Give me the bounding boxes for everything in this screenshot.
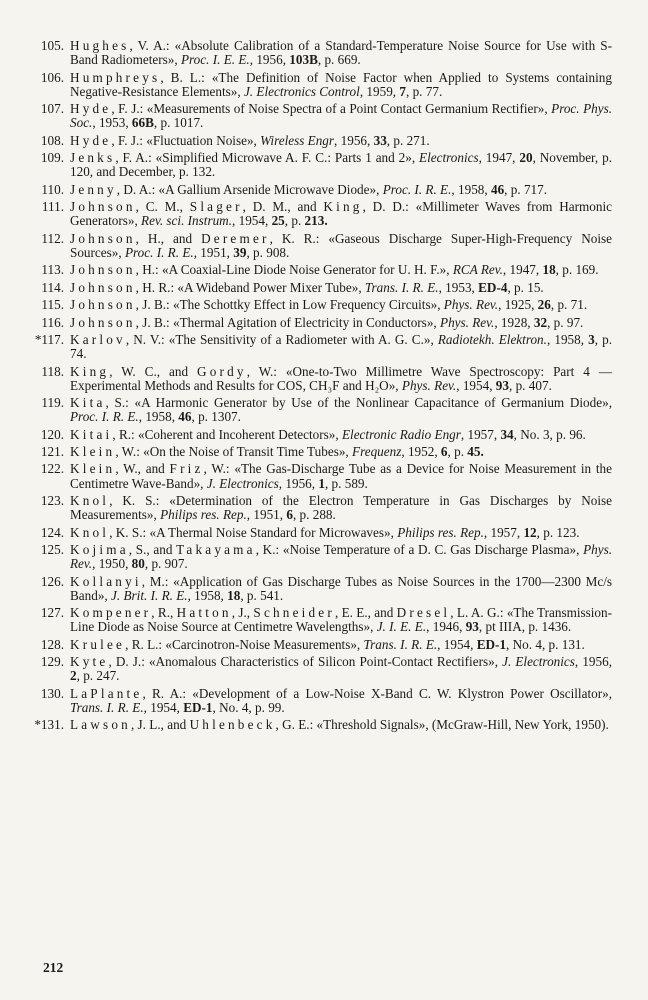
reference-segment: , N. V.: «The Sensitivity of a Radiometer with A. G. C.», <box>125 331 438 347</box>
reference-segment: , H.: «A Coaxial-Line Diode Noise Generator for U. H. F.», <box>135 262 453 278</box>
reference-segment: , J., <box>231 605 254 621</box>
reference-segment: , November, p. 120, and December, p. 132. <box>70 150 613 180</box>
reference-entry <box>22 638 612 652</box>
reference-segment: , K. S.: «Determination of the Electron Temperature in Gas Discharges by Noise Measurements», <box>70 493 612 523</box>
author-name: Kitai <box>70 426 113 442</box>
reference-segment: , F. J.: «Measurements of Noise Spectra of a Point Contact Germanium Rectifier», <box>111 101 552 117</box>
reference-segment: , 1925, <box>498 297 538 313</box>
reference-entry <box>22 462 612 490</box>
journal-title: Philips res. Rep. <box>160 507 247 523</box>
reference-number: 116. <box>41 314 64 330</box>
reference-number: 110. <box>41 181 64 197</box>
reference-text <box>70 200 612 228</box>
journal-title: Phys. Rev. <box>443 297 499 313</box>
reference-segment: , 1954, <box>456 377 496 393</box>
reference-number: 125. <box>40 542 64 558</box>
reference-segment: , 1958, <box>187 587 228 603</box>
reference-segment: , 1952, <box>401 444 441 460</box>
reference-text <box>70 606 612 634</box>
journal-title: J. Electronics Control <box>243 83 360 99</box>
author-name: Knol <box>70 493 110 509</box>
reference-text <box>70 575 612 603</box>
reference-text <box>70 494 612 522</box>
volume-number: 93 <box>495 377 509 393</box>
author-name: Takayama <box>176 542 256 558</box>
volume-number: 32 <box>533 314 548 330</box>
author-name: Johnson <box>70 279 136 295</box>
volume-number: ED-4 <box>478 279 508 295</box>
journal-title: Proc. Phys. Soc. <box>70 101 612 131</box>
reference-segment: , 1950, <box>92 556 132 572</box>
reference-segment: , p. 271. <box>386 132 430 148</box>
reference-entry <box>22 39 612 67</box>
reference-segment: , p. <box>447 444 468 460</box>
reference-entry <box>22 134 612 148</box>
reference-text <box>70 655 612 683</box>
journal-title: Phys. Rev. <box>401 377 457 393</box>
author-name: LaPlante <box>70 685 143 701</box>
volume-number: 39 <box>233 244 247 260</box>
reference-segment: , 1951, <box>193 244 234 260</box>
reference-text <box>70 102 612 130</box>
reference-segment: , 1959, <box>359 83 400 99</box>
reference-segment: , K.: «Noise Temperature of a D. C. Gas Discharge Plasma», <box>255 542 584 558</box>
author-name: Klein <box>70 444 116 460</box>
reference-text <box>70 445 612 459</box>
reference-segment: , B. L.: «The Definition of Noise Factor when Applied to Systems containing Negative-Resistance Elements», <box>70 69 612 99</box>
reference-segment: , 1954, <box>143 700 184 716</box>
journal-title: Trans. I. R. E. <box>364 279 439 295</box>
reference-segment: , J. L., and <box>130 717 190 733</box>
reference-text <box>70 232 612 260</box>
reference-entry <box>22 543 612 571</box>
reference-entry <box>22 526 612 540</box>
reference-entry <box>22 281 612 295</box>
reference-segment: , 1947, <box>502 262 543 278</box>
reference-segment: , H. R.: «A Wideband Power Mixer Tube», <box>135 279 365 295</box>
author-name: Hyde <box>70 132 112 148</box>
reference-segment: , p. 97. <box>547 314 584 330</box>
reference-segment: , 1946, <box>426 619 466 635</box>
volume-number: 1 <box>318 475 325 491</box>
reference-number: 121. <box>40 444 64 460</box>
reference-segment: , W. C., and <box>109 363 198 379</box>
author-name: Johnson <box>70 314 136 330</box>
volume-number: 12 <box>523 524 537 540</box>
reference-segment: , p. 1017. <box>153 115 204 131</box>
volume-number: 93 <box>465 619 479 635</box>
author-name: Johnson <box>70 230 136 246</box>
reference-segment: , W.: «One-to-Two Millimetre Wave Spectroscopy: Part 4 — Experimental Methods and Results for COS, CH₃F and H₂O», <box>70 363 613 393</box>
volume-number: 66B <box>131 115 154 131</box>
journal-title: Trans. I. R. E. <box>70 700 144 716</box>
reference-text <box>70 718 612 732</box>
reference-number: 114. <box>41 279 64 295</box>
volume-number: 46 <box>490 181 505 197</box>
author-name: Knol <box>70 524 110 540</box>
reference-entry <box>22 396 612 424</box>
author-name: Schneider <box>253 605 335 621</box>
reference-segment: , 1953, <box>438 279 479 295</box>
reference-segment: , 1958, <box>451 181 491 197</box>
author-name: Hughes <box>70 38 130 53</box>
volume-number: ED-1 <box>183 700 213 716</box>
reference-segment: , L. A. G.: «The Transmission-Line Diode as Noise Source at Centimetre Wavelengths», <box>70 605 613 635</box>
volume-number: 33 <box>373 132 387 148</box>
reference-text <box>70 543 612 571</box>
journal-title: Electronics <box>419 150 479 166</box>
volume-number: 2 <box>70 668 77 684</box>
reference-entry <box>22 183 612 197</box>
author-name: Johnson <box>70 262 136 278</box>
reference-entry <box>22 316 612 330</box>
reference-text <box>70 638 612 652</box>
reference-number: 118. <box>41 363 64 379</box>
reference-segment: , p. 589. <box>324 475 368 491</box>
journal-title: Frequenz <box>352 444 402 460</box>
reference-entry <box>22 200 612 228</box>
author-name: Jenny <box>70 181 117 197</box>
author-name: Hyde <box>70 101 112 117</box>
reference-segment: , p. 169. <box>555 262 599 278</box>
journal-title: J. I. E. E. <box>376 619 427 635</box>
journal-title: Wireless Engr <box>260 132 335 148</box>
reference-segment: , F. A.: «Simplified Microwave A. F. C.: Parts 1 and 2», <box>115 150 420 166</box>
reference-segment: , K. R.: «Gaseous Discharge Super-High-Frequency Noise Sources», <box>70 230 612 260</box>
reference-segment: , 1956, <box>278 475 319 491</box>
reference-segment: , p. 717. <box>504 181 548 197</box>
journal-title: Proc. I. R. E. <box>70 409 139 425</box>
reference-segment: , p. 541. <box>240 587 284 603</box>
reference-number: 109. <box>40 150 64 166</box>
author-name: Slager <box>189 199 243 215</box>
author-name: Humphreys <box>70 69 161 85</box>
reference-text <box>70 396 612 424</box>
reference-segment: , p. <box>284 213 305 229</box>
reference-segment: , No. 3, p. 96. <box>513 426 586 442</box>
author-name: Klein <box>70 461 116 477</box>
reference-text <box>70 263 612 277</box>
reference-number: *117. <box>34 331 64 347</box>
reference-text <box>70 151 612 179</box>
volume-number: 7 <box>399 83 406 99</box>
journal-title: J. Electronics <box>502 654 575 670</box>
reference-segment: , W.: «On the Noise of Transit Time Tubes», <box>115 444 353 460</box>
reference-segment: , p. 71. <box>550 297 588 313</box>
reference-segment: , E. E., and <box>334 605 397 621</box>
author-name: Krulee <box>70 636 126 652</box>
reference-segment: , pt IIIA, p. 1436. <box>478 619 572 635</box>
reference-number: 124. <box>40 524 64 540</box>
reference-segment: , R. L.: «Carcinotron-Noise Measurements», <box>125 636 364 652</box>
reference-segment: , J. B.: «Thermal Agitation of Electricity in Conductors», <box>135 314 441 330</box>
journal-title: Proc. I. R. E. <box>124 244 194 260</box>
journal-title: Radiotekh. Elektron. <box>437 331 547 347</box>
author-name: Kompener <box>70 605 152 621</box>
reference-entry <box>22 606 612 634</box>
journal-title: J. Brit. I. R. E. <box>111 587 188 603</box>
reference-text <box>70 134 612 148</box>
volume-number: 26 <box>537 297 551 313</box>
reference-segment: , p. 15. <box>507 279 544 295</box>
reference-segment: , 1956, <box>249 52 290 68</box>
reference-text <box>70 183 612 197</box>
reference-text <box>70 71 612 99</box>
reference-entry <box>22 718 612 732</box>
journal-title: Proc. I. R. E. <box>382 181 452 197</box>
reference-segment: , W.: «The Gas-Discharge Tube as a Device for Noise Measurement in the Centimetre Wave-Band», <box>70 461 613 491</box>
author-name: Kollanyi <box>70 573 142 589</box>
reference-entry <box>22 298 612 312</box>
reference-segment: , 1954, <box>232 213 272 229</box>
volume-number: 34 <box>500 426 514 442</box>
reference-entry <box>22 102 612 130</box>
reference-segment: , p. 907. <box>144 556 188 572</box>
reference-segment: , 1953, <box>92 115 132 131</box>
reference-segment: , S., and <box>128 542 177 558</box>
reference-text <box>70 298 612 312</box>
reference-segment: , S.: «A Harmonic Generator by Use of the Nonlinear Capacitance of Germanium Diode», <box>105 395 612 411</box>
reference-number: 122. <box>40 461 64 477</box>
author-name: Deremer <box>201 230 270 246</box>
reference-number: 129. <box>40 654 64 670</box>
author-name: Kyte <box>70 654 109 670</box>
reference-segment: , p. 407. <box>508 377 552 393</box>
journal-title: Proc. I. E. E. <box>180 52 250 68</box>
reference-number: 126. <box>40 573 64 589</box>
author-name: Johnson <box>70 297 136 313</box>
reference-segment: , p. 74. <box>70 331 613 362</box>
reference-segment: , p. 247. <box>76 668 120 684</box>
author-name: King <box>70 363 110 379</box>
volume-number: 18 <box>542 262 556 278</box>
reference-segment: , 1954, <box>437 636 477 652</box>
reference-entry <box>22 445 612 459</box>
reference-segment: , C. M., <box>135 199 190 215</box>
author-name: Friz <box>169 461 204 477</box>
reference-number: 123. <box>40 493 64 509</box>
reference-segment: , 1928, <box>494 314 534 330</box>
reference-segment: , H., and <box>135 230 202 246</box>
volume-number: ED-1 <box>476 636 507 652</box>
reference-segment: , p. 123. <box>536 524 580 540</box>
journal-title: Electronic Radio Engr <box>341 426 461 442</box>
volume-number: 213. <box>304 213 328 229</box>
volume-number: 80 <box>131 556 145 572</box>
reference-entry <box>22 494 612 522</box>
reference-segment: , W., and <box>115 461 170 477</box>
reference-segment: , p. 1307. <box>191 409 241 425</box>
volume-number: 46 <box>178 409 192 425</box>
reference-entry <box>22 263 612 277</box>
reference-text <box>70 333 612 361</box>
reference-list <box>22 39 612 736</box>
author-name: Uhlenbeck <box>189 717 276 733</box>
reference-number: 119. <box>41 395 64 411</box>
reference-entry <box>22 71 612 99</box>
reference-text <box>70 281 612 295</box>
reference-segment: , p. 77. <box>405 83 443 99</box>
reference-segment: , K. S.: «A Thermal Noise Standard for Microwaves», <box>109 524 398 540</box>
reference-segment: , p. 669. <box>317 52 361 68</box>
reference-segment: , No. 4, p. 99. <box>212 700 285 716</box>
reference-segment: , D. D.: «Millimeter Waves from Harmonic Generators», <box>70 199 612 229</box>
reference-segment: , 1956, <box>334 132 374 148</box>
volume-number: 18 <box>227 587 241 603</box>
reference-segment: , No. 4, p. 131. <box>506 636 585 652</box>
journal-title: Phys. Rev. <box>440 314 495 330</box>
reference-segment: , R. A.: «Development of a Low-Noise X-Band C. W. Klystron Power Oscillator», <box>142 685 612 701</box>
author-name: Johnson <box>70 199 136 215</box>
reference-number: 120. <box>40 426 64 442</box>
volume-number: 103B <box>289 52 318 68</box>
author-name: Kita <box>70 395 106 411</box>
reference-text <box>70 462 612 490</box>
reference-text <box>70 365 612 393</box>
author-name: Dresel <box>396 605 451 621</box>
author-name: King <box>323 199 363 215</box>
volume-number: 20 <box>519 150 533 166</box>
reference-entry <box>22 575 612 603</box>
reference-segment: , 1958, <box>138 409 179 425</box>
reference-number: 127. <box>40 605 64 621</box>
reference-segment: , J. B.: «The Schottky Effect in Low Frequency Circuits», <box>135 297 444 313</box>
reference-segment: , p. 908. <box>246 244 290 260</box>
author-name: Hatton <box>176 605 232 621</box>
reference-entry <box>22 365 612 393</box>
reference-number: 113. <box>41 262 64 278</box>
journal-title: Philips res. Rep. <box>397 524 484 540</box>
journal-title: RCA Rev. <box>452 262 503 278</box>
reference-segment: , 1957, <box>483 524 524 540</box>
reference-segment: , 1957, <box>460 426 501 442</box>
reference-entry <box>22 687 612 715</box>
volume-number: 6 <box>286 507 293 523</box>
volume-number: 45. <box>467 444 484 460</box>
reference-entry <box>22 333 612 361</box>
reference-number: 112. <box>41 230 64 246</box>
reference-segment: , V. A.: «Absolute Calibration of a Standard-Temperature Noise Source for Use with S-Band Radiometers», <box>70 38 612 68</box>
reference-number: 107. <box>40 101 64 117</box>
reference-segment: , 1958, <box>546 331 589 347</box>
reference-entry <box>22 151 612 179</box>
reference-segment: , 1956, <box>574 654 612 670</box>
reference-entry <box>22 232 612 260</box>
reference-number: *131. <box>34 717 64 733</box>
reference-number: 106. <box>40 69 64 85</box>
author-name: Karlov <box>70 331 126 347</box>
reference-text <box>70 39 612 67</box>
reference-number: 130. <box>40 685 64 701</box>
reference-number: 115. <box>41 297 64 313</box>
reference-segment: , R.: «Coherent and Incoherent Detectors», <box>112 426 342 442</box>
reference-segment: , 1947, <box>478 150 520 166</box>
reference-segment: , D. J.: «Anomalous Characteristics of Silicon Point-Contact Rectifiers», <box>108 654 503 670</box>
reference-text <box>70 687 612 715</box>
reference-segment: , D. M., and <box>242 199 324 215</box>
volume-number: 25 <box>271 213 285 229</box>
reference-entry <box>22 428 612 442</box>
journal-title: Phys. Rev. <box>70 542 612 572</box>
reference-text <box>70 526 612 540</box>
reference-segment: , M.: «Application of Gas Discharge Tubes as Noise Sources in the 1700—2300 Mc/s Band», <box>70 573 612 603</box>
author-name: Lawson <box>70 717 131 733</box>
author-name: Jenks <box>70 150 116 166</box>
volume-number: 3 <box>588 331 595 347</box>
reference-segment: , 1951, <box>246 507 287 523</box>
reference-segment: , F. J.: «Fluctuation Noise», <box>111 132 261 148</box>
journal-title: Trans. I. R. E. <box>363 636 438 652</box>
journal-title: Rev. sci. Instrum. <box>141 213 232 229</box>
reference-segment: , p. 288. <box>292 507 336 523</box>
reference-segment: , R., <box>151 605 177 621</box>
page-number: 212 <box>43 960 64 975</box>
reference-text <box>70 428 612 442</box>
reference-entry <box>22 655 612 683</box>
reference-text <box>70 316 612 330</box>
author-name: Kojima <box>70 542 129 558</box>
author-name: Gordy <box>197 363 247 379</box>
reference-number: 128. <box>40 636 64 652</box>
reference-number: 111. <box>41 199 64 215</box>
journal-title: J. Electronics <box>206 475 279 491</box>
reference-number: 105. <box>40 38 64 53</box>
reference-segment: , G. E.: «Threshold Signals», (McGraw-Hill, New York, 1950). <box>275 717 609 733</box>
reference-number: 108. <box>40 132 64 148</box>
volume-number: 6 <box>440 444 448 460</box>
reference-segment: , D. A.: «A Gallium Arsenide Microwave Diode», <box>116 181 383 197</box>
